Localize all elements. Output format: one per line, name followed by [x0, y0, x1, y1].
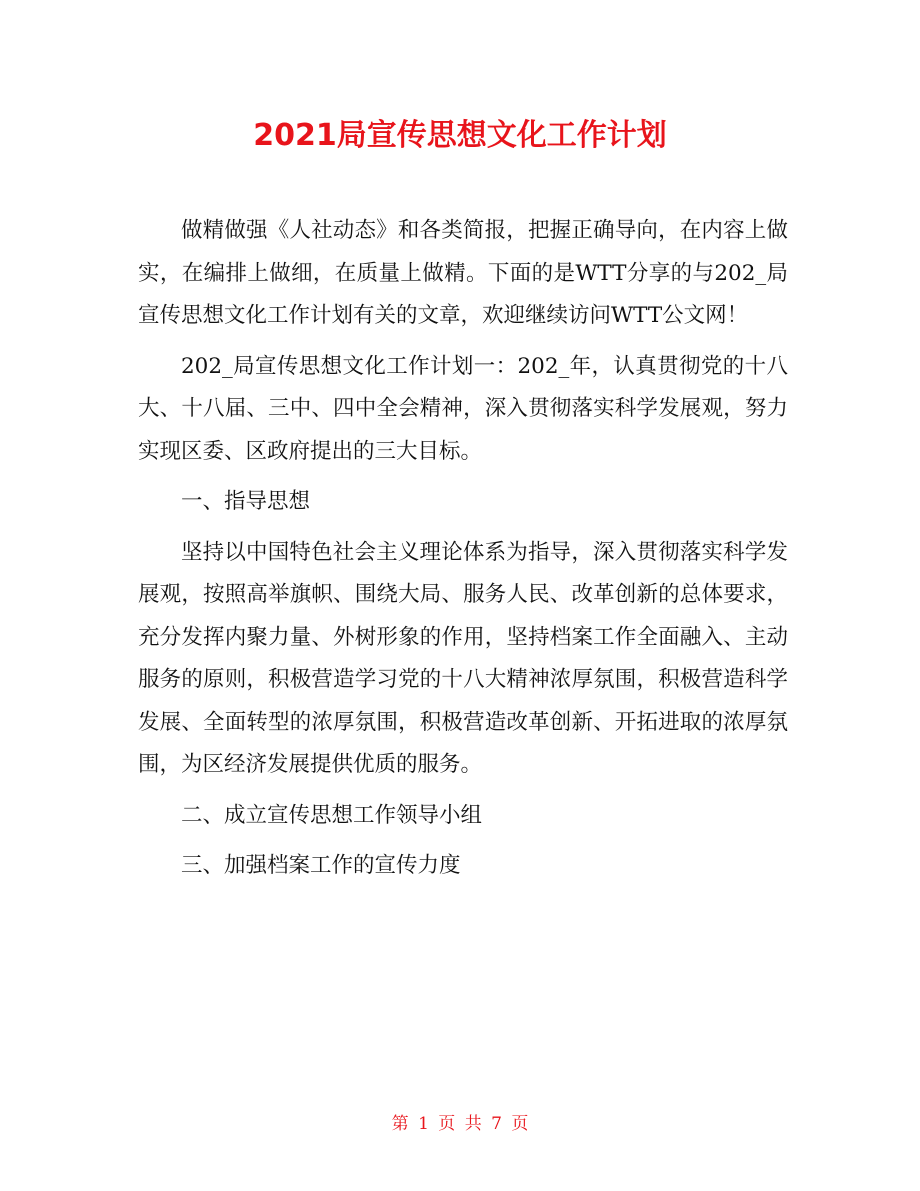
paragraph-plan-one: 202_局宣传思想文化工作计划一：202_年，认真贯彻党的十八大、十八届、三中、四中全会精神，深入贯彻落实科学发展观，努力实现区委、区政府提出的三大目标。 [138, 353, 788, 464]
document-body [138, 210, 788, 896]
section-heading-leadership-group: 二、成立宣传思想工作领导小组 [181, 802, 483, 828]
document-title: 2021局宣传思想文化工作计划 [253, 118, 667, 153]
paragraph-intro: 做精做强《人社动态》和各类简报，把握正确导向，在内容上做实，在编排上做细，在质量上做精。下面的是WTT分享的与202_局宣传思想文化工作计划有关的文章，欢迎继续访问WTT公文网！ [138, 218, 788, 328]
section-heading-guiding-thought: 一、指导思想 [181, 489, 311, 514]
section-heading-publicity: 三、加强档案工作的宣传力度 [181, 853, 461, 878]
page-number-footer: 第 1 页 共 7 页 [391, 1114, 529, 1134]
paragraph-guiding-thought: 坚持以中国特色社会主义理论体系为指导，深入贯彻落实科学发展观，按照高举旗帜、围绕大局、服务人民、改革创新的总体要求，充分发挥内聚力量、外树形象的作用，坚持档案工作全面融入、主动服务的原则，积极营造学习党的十八大精神浓厚氛围，积极营造科学发展、全面转型的浓厚氛围，积极营造改革创新、开拓进取的浓厚氛围，为区经济发展提供优质的服务。 [138, 539, 788, 777]
